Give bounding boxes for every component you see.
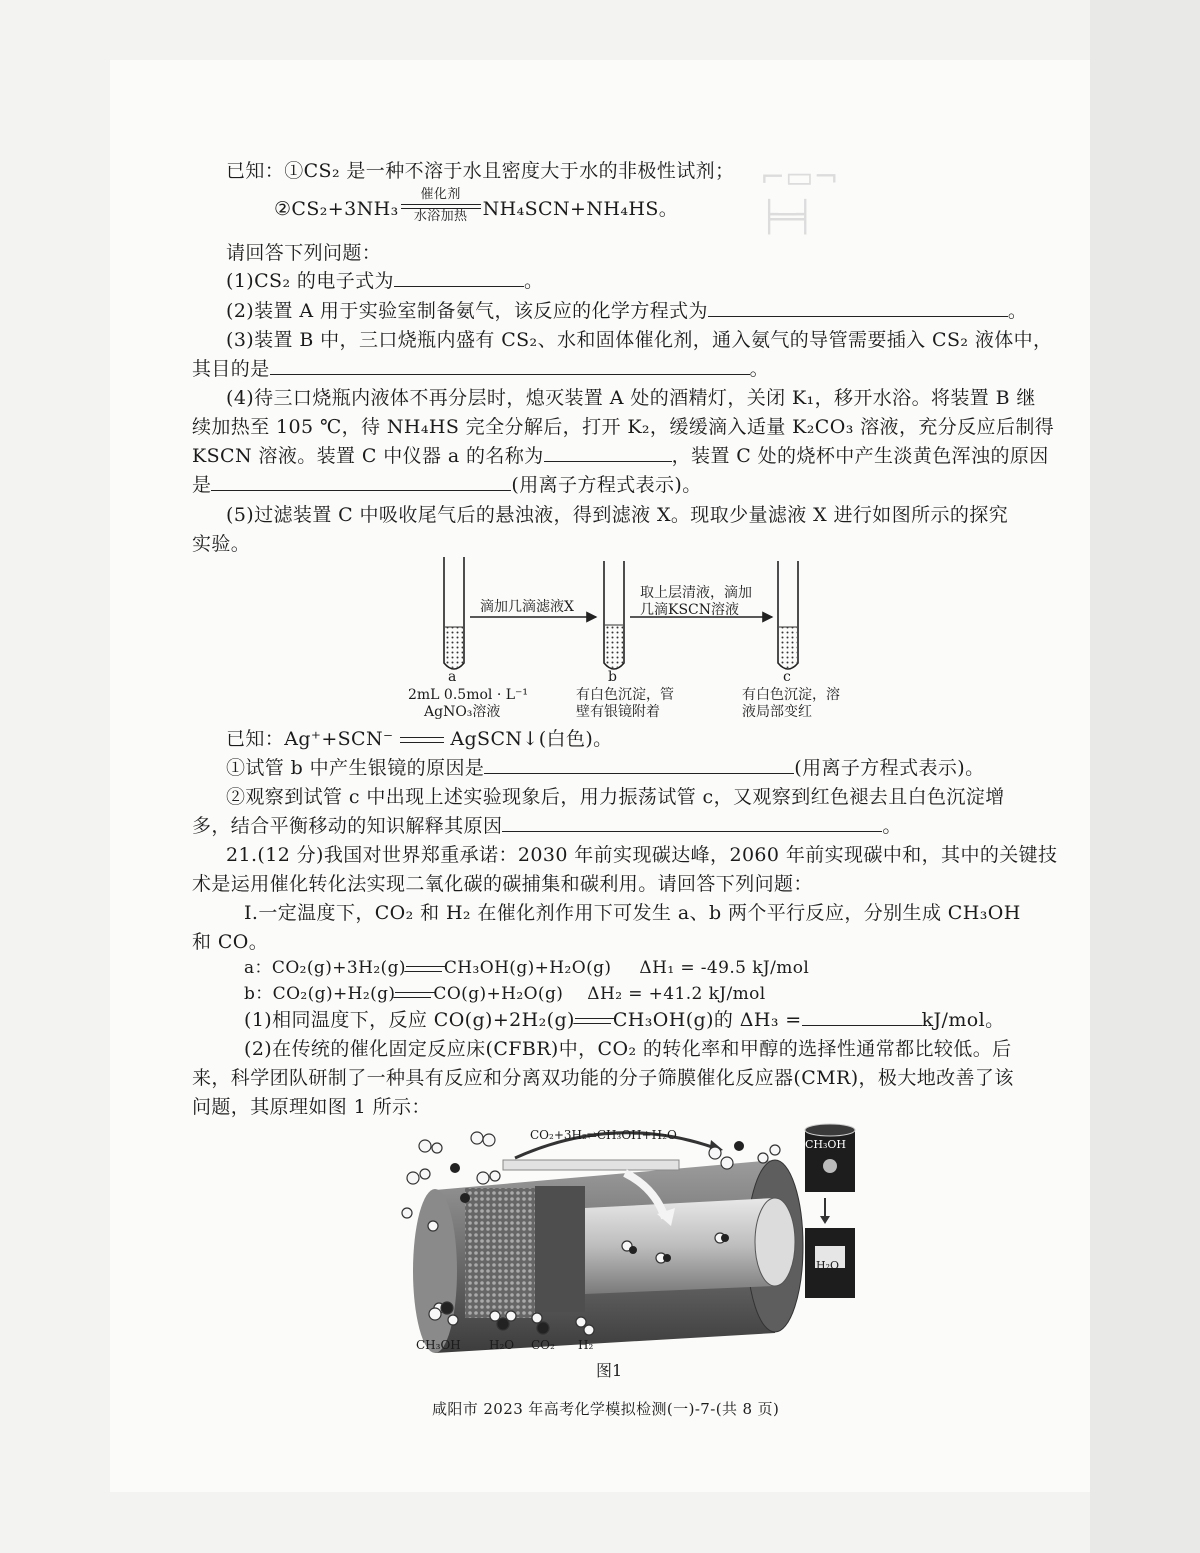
legend-co2: CO₂ bbox=[531, 1338, 555, 1352]
answer-blank[interactable] bbox=[708, 296, 1008, 317]
show-through-mark: ⌐▭¬ bbox=[760, 160, 839, 195]
tube-b-letter: b bbox=[608, 669, 617, 685]
part-1-question-2-line1: (2)在传统的催化固定反应床(CFBR)中，CO₂ 的转化率和甲醇的选择性通常都比较低。后 bbox=[244, 1038, 1012, 1060]
figure-caption: 图1 bbox=[596, 1361, 623, 1380]
test-tube-figure bbox=[400, 555, 840, 685]
arrow-2-label-line2: 几滴KSCN溶液 bbox=[640, 602, 740, 618]
reaction-b: b：CO₂(g)+H₂(g) CO(g)+H₂O(g) ΔH₂ = +41.2 kJ/mol bbox=[244, 984, 766, 1004]
test-tube-b bbox=[604, 561, 624, 669]
tube-b-desc-line2: 壁有银镜附着 bbox=[576, 704, 660, 720]
methanol-barrel bbox=[805, 1124, 855, 1192]
cond-top: 催化剂 bbox=[420, 187, 461, 202]
sub-question-1: ①试管 b 中产生银镜的原因是 (用离子方程式表示)。 bbox=[226, 753, 984, 783]
part-1-question-2-line3: 问题，其原理如图 1 所示： bbox=[192, 1096, 431, 1118]
top-plate bbox=[503, 1160, 679, 1170]
legend-h2o: H₂O bbox=[489, 1338, 515, 1352]
scan-edge bbox=[1090, 0, 1200, 1553]
answer-blank[interactable] bbox=[802, 1005, 922, 1026]
legend-ch3oh: CH₃OH bbox=[416, 1338, 461, 1352]
answer-prompt: 请回答下列问题： bbox=[226, 242, 382, 264]
answer-blank[interactable] bbox=[502, 811, 882, 832]
test-tube-a bbox=[444, 557, 464, 669]
known-equation bbox=[274, 187, 679, 224]
show-through-mark: ╞═╡ bbox=[760, 200, 815, 235]
test-tube-c bbox=[778, 561, 798, 669]
cond-bottom: 水浴加热 bbox=[413, 209, 468, 224]
answer-blank[interactable] bbox=[544, 441, 672, 462]
reversible-arrow bbox=[395, 988, 433, 1002]
water-label: H₂O bbox=[816, 1259, 840, 1272]
membrane-layer bbox=[535, 1186, 585, 1312]
question-21-line2: 术是运用催化转化法实现二氧化碳的碳捕集和碳利用。请回答下列问题： bbox=[192, 873, 813, 895]
known-eq-right: NH₄SCN+NH₄HS。 bbox=[482, 198, 679, 220]
answer-blank[interactable] bbox=[211, 470, 511, 491]
arrow-1-label: 滴加几滴滤液X bbox=[480, 599, 574, 615]
question-21-line1: 21.(12 分)我国对世界郑重承诺：2030 年前实现碳达峰，2060 年前实现碳中和，其中的关键技 bbox=[226, 844, 1058, 866]
known-equation-2: 已知：Ag⁺+SCN⁻ AgSCN↓(白色)。 bbox=[226, 728, 613, 750]
question-3-line2: 其目的是 。 bbox=[192, 354, 769, 384]
question-4-line4: 是 (用离子方程式表示)。 bbox=[192, 470, 702, 500]
question-1: (1)CS₂ 的电子式为 。 bbox=[226, 266, 543, 296]
fig1-equation: CO₂+3H₂⇌CH₃OH+H₂O bbox=[530, 1128, 677, 1142]
tube-a-desc-line2: AgNO₃溶液 bbox=[424, 704, 501, 720]
inner-tube bbox=[585, 1198, 775, 1294]
answer-blank[interactable] bbox=[484, 753, 794, 774]
barrel-label: CH₃OH bbox=[805, 1138, 847, 1151]
part-1-line1: Ⅰ.一定温度下，CO₂ 和 H₂ 在催化剂作用下可发生 a、b 两个平行反应，分别生成 CH₃OH bbox=[244, 902, 1021, 924]
known-intro: 已知：①CS₂ 是一种不溶于水且密度大于水的非极性试剂； bbox=[226, 160, 735, 182]
tube-b-desc-line1: 有白色沉淀，管 bbox=[576, 687, 674, 703]
question-4-line2: 续加热至 105 ℃，待 NH₄HS 完全分解后，打开 K₂，缓缓滴入适量 K₂CO₃ 溶液，充分反应后制得 bbox=[192, 416, 1055, 438]
equal-sign bbox=[400, 734, 444, 746]
catalyst-bed bbox=[465, 1188, 535, 1318]
tube-a-desc-line1: 2mL 0.5mol · L⁻¹ bbox=[408, 687, 529, 703]
arrow-2-label-line1: 取上层清液，滴加 bbox=[640, 585, 752, 601]
question-5-line2: 实验。 bbox=[192, 533, 251, 555]
known-eq-left: ②CS₂+3NH₃ bbox=[274, 198, 399, 220]
reaction-condition bbox=[399, 187, 483, 224]
inner-tube-end bbox=[755, 1198, 795, 1286]
question-4-line3: KSCN 溶液。装置 C 中仪器 a 的名称为 ，装置 C 处的烧杯中产生淡黄色浑浊的原因 bbox=[192, 441, 1049, 471]
question-5-line1: (5)过滤装置 C 中吸收尾气后的悬浊液，得到滤液 X。现取少量滤液 X 进行如图所示的探究 bbox=[226, 504, 1009, 526]
answer-blank[interactable] bbox=[270, 354, 750, 375]
tube-c-letter: c bbox=[783, 669, 791, 685]
tube-c-desc-line2: 液局部变红 bbox=[742, 704, 812, 720]
question-3-line1: (3)装置 B 中，三口烧瓶内盛有 CS₂、水和固体催化剂，通入氨气的导管需要插入 CS₂ 液体中， bbox=[226, 329, 1053, 351]
reversible-arrow bbox=[575, 1014, 613, 1028]
sub-question-2-line1: ②观察到试管 c 中出现上述实验现象后，用力振荡试管 c，又观察到红色褪去且白色沉淀增 bbox=[226, 786, 1005, 808]
answer-blank[interactable] bbox=[394, 266, 524, 287]
tube-c-desc-line1: 有白色沉淀，溶 bbox=[742, 687, 840, 703]
reversible-arrow bbox=[406, 962, 444, 976]
legend-h2: H₂ bbox=[578, 1338, 594, 1352]
page-footer: 咸阳市 2023 年高考化学模拟检测(一)-7-(共 8 页) bbox=[432, 1400, 780, 1418]
membrane-reactor-figure bbox=[395, 1118, 865, 1368]
tube-a-letter: a bbox=[448, 669, 457, 685]
question-4-line1: (4)待三口烧瓶内液体不再分层时，熄灭装置 A 处的酒精灯，关闭 K₁，移开水浴。将装置 B 继 bbox=[226, 387, 1036, 409]
part-1-question-2-line2: 来，科学团队研制了一种具有反应和分离双功能的分子筛膜催化反应器(CMR)，极大地改善了该 bbox=[192, 1067, 1014, 1089]
part-1-line2: 和 CO。 bbox=[192, 931, 269, 953]
part-1-question-1: (1)相同温度下，反应 CO(g)+2H₂(g) CH₃OH(g)的 ΔH₃ = kJ/mol。 bbox=[244, 1005, 1004, 1035]
sub-question-2-line2: 多，结合平衡移动的知识解释其原因 。 bbox=[192, 811, 902, 841]
reaction-a: a：CO₂(g)+3H₂(g) CH₃OH(g)+H₂O(g) ΔH₁ = -49.5 kJ/mol bbox=[244, 958, 810, 978]
question-2: (2)装置 A 用于实验室制备氨气，该反应的化学方程式为 。 bbox=[226, 296, 1027, 326]
